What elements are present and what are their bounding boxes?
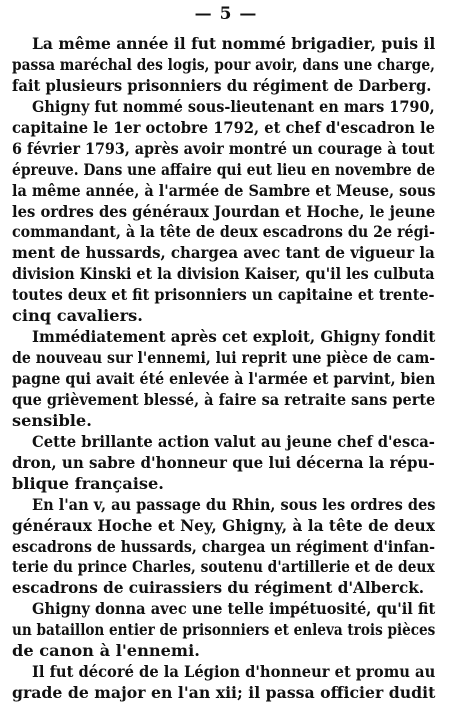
text-line: cinq cavaliers.: [12, 306, 143, 326]
text-line: sensible.: [12, 410, 92, 430]
text-line: capitaine le 1er octobre 1792, et chef d'escadron le: [12, 117, 435, 137]
text-line: division Kinski et la division Kaiser, qu'il les culbuta: [12, 264, 435, 284]
text-line: En l'an v, au passage du Rhin, sous les ordres des: [32, 494, 436, 514]
text-line: de canon à l'ennemi.: [12, 641, 200, 661]
text-line: Ghigny donna avec une telle impétuosité, qu'il fit: [32, 599, 436, 619]
text-line: toutes deux et fit prisonniers un capitaine et trente-: [12, 285, 435, 305]
text-line: Cette brillante action valut au jeune chef d'esca-: [32, 431, 435, 451]
text-line: escadrons de hussards, chargea un régiment d'infan-: [12, 536, 435, 556]
text-line: que grièvement blessé, à faire sa retraite sans perte: [12, 389, 436, 409]
text-line: les ordres des généraux Jourdan et Hoche, le jeune: [12, 201, 436, 221]
text-line: fait plusieurs prisonniers du régiment de Darberg.: [12, 75, 432, 95]
text-line: Il fut décoré de la Légion d'honneur et promu au: [32, 662, 436, 682]
text-line: la même année, à l'armée de Sambre et Meuse, sous: [12, 180, 436, 200]
text-line: commandant, à la tête de deux escadrons du 2e régi-: [12, 222, 435, 242]
text-line: généraux Hoche et Ney, Ghigny, à la tête de deux: [12, 515, 435, 535]
page-number: — 5 —: [194, 4, 258, 24]
text-line: grade de major en l'an xii; il passa officier dudit: [12, 683, 436, 703]
text-line: escadrons de cuirassiers du régiment d'Alberck.: [12, 578, 425, 598]
text-line: Ghigny fut nommé sous-lieutenant en mars 1790,: [32, 96, 435, 116]
text-line: Immédiatement après cet exploit, Ghigny fondit: [32, 327, 436, 347]
text-line: blique française.: [12, 473, 164, 493]
text-line: de nouveau sur l'ennemi, lui reprit une pièce de cam-: [12, 348, 436, 368]
text-line: terie du prince Charles, soutenu d'artillerie et de deux: [12, 557, 435, 577]
text-line: ment de hussards, chargea avec tant de vigueur la: [12, 243, 435, 263]
text-line: passa maréchal des logis, pour avoir, dans une charge,: [12, 54, 435, 74]
text-line: 6 février 1793, après avoir montré un courage à tout: [12, 138, 435, 158]
text-line: épreuve. Dans une affaire qui eut lieu en novembre de: [12, 159, 436, 179]
text-line: pagne qui avait été enlevée à l'armée et parvint, bien: [12, 369, 436, 388]
text-line: dron, un sabre d'honneur que lui décerna la répu-: [12, 452, 435, 472]
text-line: un bataillon entier de prisonniers et enleva trois pièces: [12, 620, 436, 640]
text-line: La même année il fut nommé brigadier, puis il: [32, 34, 436, 53]
